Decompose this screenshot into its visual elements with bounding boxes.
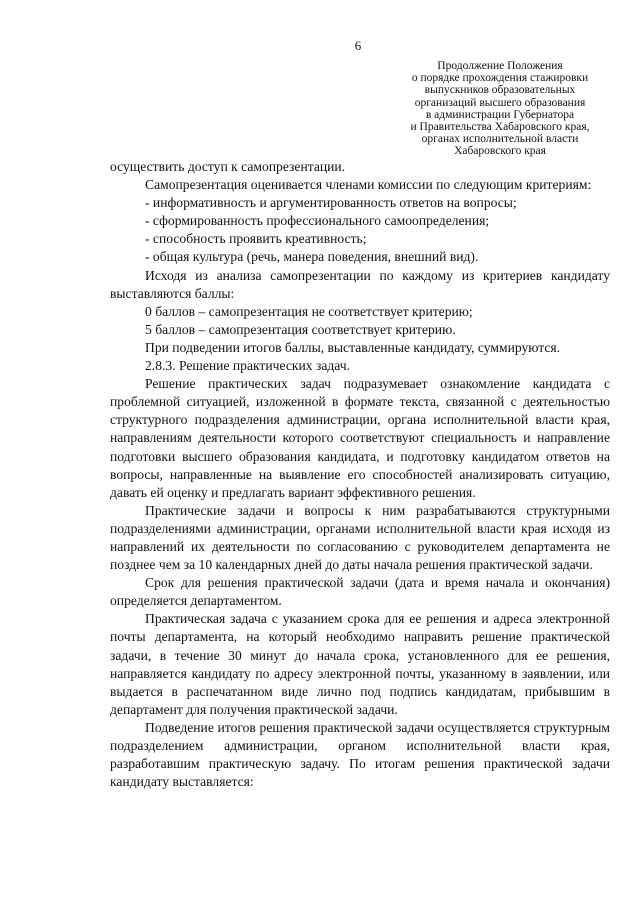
paragraph: Подведение итогов решения практической задачи осуществляется структурным подразделением администрации, органом исполнительной власти края, разработавшим практическую задачу. По итогам решения практической задачи кандидату выставляется: [110, 719, 610, 790]
paragraph: Исходя из анализа самопрезентации по каждому из критериев кандидату выставляются баллы: [110, 267, 610, 301]
paragraph: Самопрезентация оценивается членами комиссии по следующим критериям: [145, 177, 592, 193]
score-item: 5 баллов – самопрезентация соответствует критерию. [145, 321, 456, 337]
header-line: о порядке прохождения стажировки [411, 72, 589, 85]
paragraph: Практические задачи и вопросы к ним разрабатываются структурными подразделениями администрации, органами исполнительной власти края исходя из направлений их деятельности по согласованию с руководителем департамента не позднее чем за 10 календарных дней до даты начала решения практической задачи. [110, 502, 610, 573]
header-line: выпускников образовательных [424, 84, 576, 97]
section-heading: 2.8.3. Решение практических задач. [145, 358, 350, 374]
criteria-item: - информативность и аргументированность ответов на вопросы; [145, 195, 517, 211]
criteria-item: - сформированность профессионального самоопределения; [145, 213, 490, 229]
paragraph: осуществить доступ к самопрезентации. [110, 159, 346, 174]
criteria-item: - общая культура (речь, манера поведения, внешний вид). [145, 249, 479, 265]
paragraph: Решение практических задач подразумевает ознакомление кандидата с проблемной ситуацией, изложенной в формате текста, связанной с деятельностью структурного подразделения администрации, органа исполнительной власти края, направлениям деятельности которого соответствуют специальность и направление подготовки высшего образования кандидата, и подготовку кандидатом ответов на вопросы, направленные на выявление его способностей анализировать ситуацию, давать ей оценку и предлагать вариант эффективного решения. [110, 376, 610, 500]
paragraph: Срок для решения практической задачи (дата и время начала и окончания) определяется департаментом. [110, 575, 610, 609]
header-line: органах исполнительной власти [421, 133, 579, 146]
paragraph: Практическая задача с указанием срока для ее решения и адреса электронной почты департамента, на который необходимо направить решение практической задачи, в течение 30 минут до начала срока, установленного для ее решения, направляется кандидату по адресу электронной почты, указанному в заявлении, или выдается в распечатанном виде лично под подпись кандидатам, прибывшим в департамент для получения практической задачи. [110, 611, 610, 717]
criteria-item: - способность проявить креативность; [145, 231, 367, 247]
header-block [380, 60, 620, 158]
document-body [110, 158, 610, 791]
paragraph: При подведении итогов баллы, выставленные кандидату, суммируются. [145, 339, 561, 355]
header-line: организаций высшего образования [414, 96, 586, 109]
header-title: Продолжение Положения [437, 60, 563, 72]
header-line: Хабаровского края [454, 145, 546, 158]
header-line: в администрации Губернатора [425, 108, 575, 121]
header-line: и Правительства Хабаровского края, [410, 121, 590, 134]
score-item: 0 баллов – самопрезентация не соответствует критерию; [145, 303, 473, 319]
page-number: 6 [354, 38, 362, 53]
